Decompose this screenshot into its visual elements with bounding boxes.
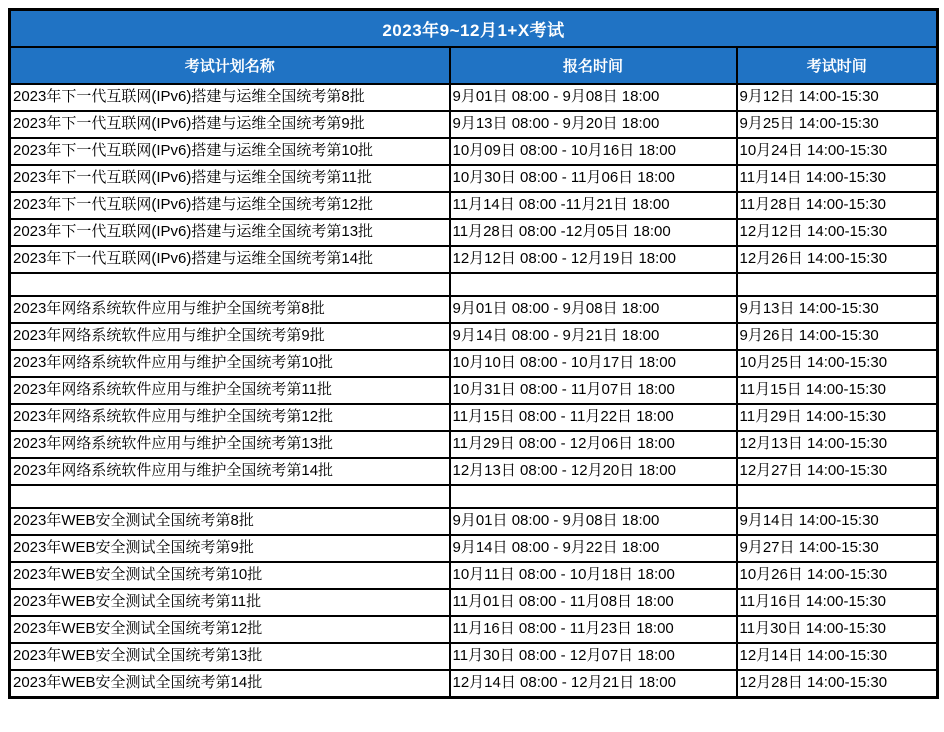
table-row — [10, 404, 938, 431]
plan-name-cell: 2023年网络系统软件应用与维护全国统考第9批 — [10, 323, 450, 350]
separator-cell — [450, 273, 737, 296]
plan-name-cell: 2023年WEB安全测试全国统考第8批 — [10, 508, 450, 535]
registration-time-cell: 11月29日 08:00 - 12月06日 18:00 — [450, 431, 737, 458]
column-header-row — [10, 47, 938, 84]
table-head — [10, 10, 938, 85]
plan-name-cell: 2023年网络系统软件应用与维护全国统考第13批 — [10, 431, 450, 458]
table-row — [10, 616, 938, 643]
registration-time-cell: 9月13日 08:00 - 9月20日 18:00 — [450, 111, 737, 138]
plan-name-cell: 2023年网络系统软件应用与维护全国统考第11批 — [10, 377, 450, 404]
exam-time-cell: 11月15日 14:00-15:30 — [737, 377, 938, 404]
column-header-registration-time: 报名时间 — [450, 47, 737, 84]
registration-time-cell: 10月10日 08:00 - 10月17日 18:00 — [450, 350, 737, 377]
title-row — [10, 10, 938, 48]
exam-time-cell: 11月16日 14:00-15:30 — [737, 589, 938, 616]
plan-name-cell: 2023年网络系统软件应用与维护全国统考第14批 — [10, 458, 450, 485]
exam-time-cell: 10月25日 14:00-15:30 — [737, 350, 938, 377]
registration-time-cell: 10月09日 08:00 - 10月16日 18:00 — [450, 138, 737, 165]
exam-time-cell: 11月29日 14:00-15:30 — [737, 404, 938, 431]
table-row — [10, 296, 938, 323]
table-row — [10, 508, 938, 535]
exam-time-cell: 11月28日 14:00-15:30 — [737, 192, 938, 219]
plan-name-cell: 2023年下一代互联网(IPv6)搭建与运维全国统考第13批 — [10, 219, 450, 246]
plan-name-cell: 2023年WEB安全测试全国统考第14批 — [10, 670, 450, 698]
exam-schedule-table — [8, 8, 939, 699]
exam-time-cell: 12月26日 14:00-15:30 — [737, 246, 938, 273]
registration-time-cell: 10月31日 08:00 - 11月07日 18:00 — [450, 377, 737, 404]
separator-cell — [10, 485, 450, 508]
registration-time-cell: 10月11日 08:00 - 10月18日 18:00 — [450, 562, 737, 589]
registration-time-cell: 11月16日 08:00 - 11月23日 18:00 — [450, 616, 737, 643]
table-row — [10, 84, 938, 111]
plan-name-cell: 2023年WEB安全测试全国统考第10批 — [10, 562, 450, 589]
registration-time-cell: 9月14日 08:00 - 9月22日 18:00 — [450, 535, 737, 562]
exam-time-cell: 9月27日 14:00-15:30 — [737, 535, 938, 562]
separator-cell — [737, 273, 938, 296]
registration-time-cell: 9月01日 08:00 - 9月08日 18:00 — [450, 84, 737, 111]
exam-time-cell: 9月25日 14:00-15:30 — [737, 111, 938, 138]
plan-name-cell: 2023年下一代互联网(IPv6)搭建与运维全国统考第12批 — [10, 192, 450, 219]
registration-time-cell: 10月30日 08:00 - 11月06日 18:00 — [450, 165, 737, 192]
plan-name-cell: 2023年下一代互联网(IPv6)搭建与运维全国统考第10批 — [10, 138, 450, 165]
exam-time-cell: 9月13日 14:00-15:30 — [737, 296, 938, 323]
separator-cell — [450, 485, 737, 508]
table-title: 2023年9~12月1+X考试 — [10, 10, 938, 48]
registration-time-cell: 11月30日 08:00 - 12月07日 18:00 — [450, 643, 737, 670]
column-header-exam-time: 考试时间 — [737, 47, 938, 84]
table-row — [10, 562, 938, 589]
separator-row — [10, 273, 938, 296]
exam-time-cell: 10月24日 14:00-15:30 — [737, 138, 938, 165]
table-row — [10, 246, 938, 273]
registration-time-cell: 12月14日 08:00 - 12月21日 18:00 — [450, 670, 737, 698]
registration-time-cell: 11月01日 08:00 - 11月08日 18:00 — [450, 589, 737, 616]
section-web-security — [10, 508, 938, 698]
table-row — [10, 589, 938, 616]
registration-time-cell: 9月01日 08:00 - 9月08日 18:00 — [450, 296, 737, 323]
table-row — [10, 458, 938, 485]
exam-time-cell: 9月14日 14:00-15:30 — [737, 508, 938, 535]
separator-cell — [10, 273, 450, 296]
exam-time-cell: 12月13日 14:00-15:30 — [737, 431, 938, 458]
table-row — [10, 431, 938, 458]
plan-name-cell: 2023年下一代互联网(IPv6)搭建与运维全国统考第8批 — [10, 84, 450, 111]
registration-time-cell: 12月13日 08:00 - 12月20日 18:00 — [450, 458, 737, 485]
plan-name-cell: 2023年网络系统软件应用与维护全国统考第12批 — [10, 404, 450, 431]
exam-time-cell: 12月12日 14:00-15:30 — [737, 219, 938, 246]
plan-name-cell: 2023年网络系统软件应用与维护全国统考第8批 — [10, 296, 450, 323]
table-row — [10, 670, 938, 698]
table-row — [10, 219, 938, 246]
separator-cell — [737, 485, 938, 508]
plan-name-cell: 2023年下一代互联网(IPv6)搭建与运维全国统考第11批 — [10, 165, 450, 192]
plan-name-cell: 2023年WEB安全测试全国统考第11批 — [10, 589, 450, 616]
exam-time-cell: 10月26日 14:00-15:30 — [737, 562, 938, 589]
registration-time-cell: 12月12日 08:00 - 12月19日 18:00 — [450, 246, 737, 273]
exam-time-cell: 9月12日 14:00-15:30 — [737, 84, 938, 111]
table-row — [10, 643, 938, 670]
table-row — [10, 165, 938, 192]
registration-time-cell: 11月28日 08:00 -12月05日 18:00 — [450, 219, 737, 246]
plan-name-cell: 2023年WEB安全测试全国统考第12批 — [10, 616, 450, 643]
table-row — [10, 535, 938, 562]
exam-time-cell: 12月14日 14:00-15:30 — [737, 643, 938, 670]
column-header-plan-name: 考试计划名称 — [10, 47, 450, 84]
exam-time-cell: 11月14日 14:00-15:30 — [737, 165, 938, 192]
plan-name-cell: 2023年WEB安全测试全国统考第13批 — [10, 643, 450, 670]
plan-name-cell: 2023年网络系统软件应用与维护全国统考第10批 — [10, 350, 450, 377]
table-row — [10, 111, 938, 138]
separator-row — [10, 485, 938, 508]
table-row — [10, 323, 938, 350]
table-row — [10, 377, 938, 404]
registration-time-cell: 11月14日 08:00 -11月21日 18:00 — [450, 192, 737, 219]
table-row — [10, 138, 938, 165]
plan-name-cell: 2023年下一代互联网(IPv6)搭建与运维全国统考第14批 — [10, 246, 450, 273]
section-network-software — [10, 296, 938, 508]
registration-time-cell: 9月01日 08:00 - 9月08日 18:00 — [450, 508, 737, 535]
registration-time-cell: 9月14日 08:00 - 9月21日 18:00 — [450, 323, 737, 350]
table-row — [10, 192, 938, 219]
table-row — [10, 350, 938, 377]
plan-name-cell: 2023年下一代互联网(IPv6)搭建与运维全国统考第9批 — [10, 111, 450, 138]
plan-name-cell: 2023年WEB安全测试全国统考第9批 — [10, 535, 450, 562]
registration-time-cell: 11月15日 08:00 - 11月22日 18:00 — [450, 404, 737, 431]
exam-time-cell: 11月30日 14:00-15:30 — [737, 616, 938, 643]
section-ipv6 — [10, 84, 938, 296]
exam-time-cell: 12月28日 14:00-15:30 — [737, 670, 938, 698]
exam-time-cell: 12月27日 14:00-15:30 — [737, 458, 938, 485]
exam-time-cell: 9月26日 14:00-15:30 — [737, 323, 938, 350]
